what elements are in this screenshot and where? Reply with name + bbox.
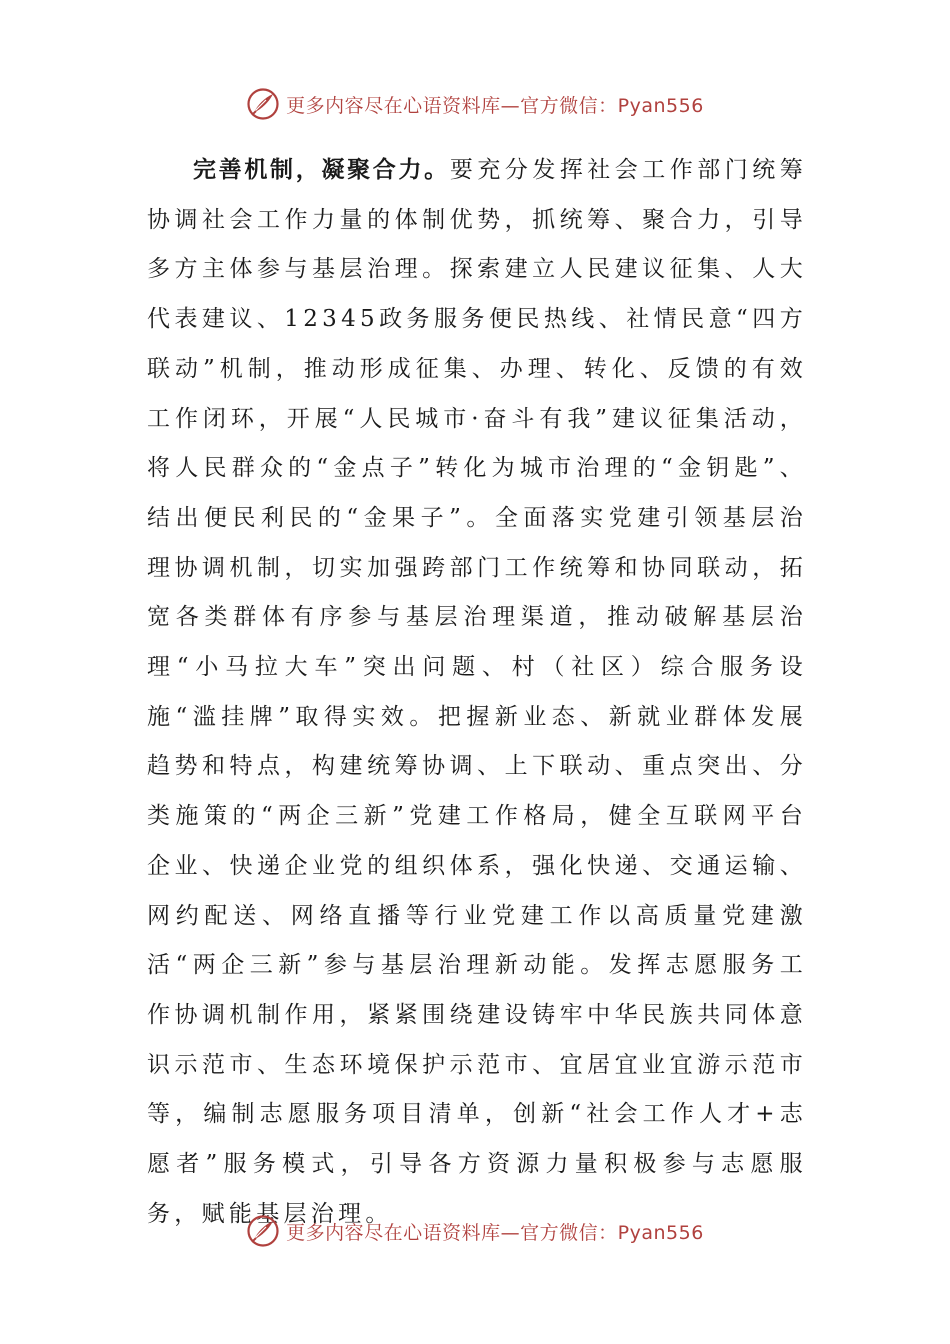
quill-logo-icon (246, 87, 280, 121)
quill-logo-icon (246, 1214, 280, 1248)
paragraph (147, 145, 807, 1239)
footer-watermark (0, 1211, 950, 1251)
document-body (147, 145, 807, 1239)
paragraph-lead-heading: 完善机制，凝聚合力。 (193, 156, 450, 183)
header-watermark (0, 84, 950, 124)
watermark-text: 更多内容尽在心语资料库—官方微信：Pyan556 (286, 94, 704, 117)
watermark-text: 更多内容尽在心语资料库—官方微信：Pyan556 (286, 1221, 704, 1244)
paragraph-text: 要充分发挥社会工作部门统筹协调社会工作力量的体制优势，抓统筹、聚合力，引导多方主体参与基层治理。探索建立人民建议征集、人大代表建议、12345政务服务便民热线、社情民意“四方联动”机制，推动形成征集、办理、转化、反馈的有效工作闭环，开展“人民城市·奋斗有我”建议征集活动，将人民群众的“金点子”转化为城市治理的“金钥匙”、结出便民利民的“金果子”。全面落实党建引领基层治理协调机制，切实加强跨部门工作统筹和协同联动，拓宽各类群体有序参与基层治理渠道，推动破解基层治理“小马拉大车”突出问题、村（社区）综合服务设施“滥挂牌”取得实效。把握新业态、新就业群体发展趋势和特点，构建统筹协调、上下联动、重点突出、分类施策的“两企三新”党建工作格局，健全互联网平台企业、快递企业党的组织体系，强化快递、交通运输、网约配送、网络直播等行业党建工作以高质量党建激活“两企三新”参与基层治理新动能。发挥志愿服务工作协调机制作用，紧紧围绕建设铸牢中华民族共同体意识示范市、生态环境保护示范市、宜居宜业宜游示范市等，编制志愿服务项目清单，创新“社会工作人才+志愿者”服务模式，引导各方资源力量积极参与志愿服务，赋能基层治理。 (147, 157, 808, 1227)
